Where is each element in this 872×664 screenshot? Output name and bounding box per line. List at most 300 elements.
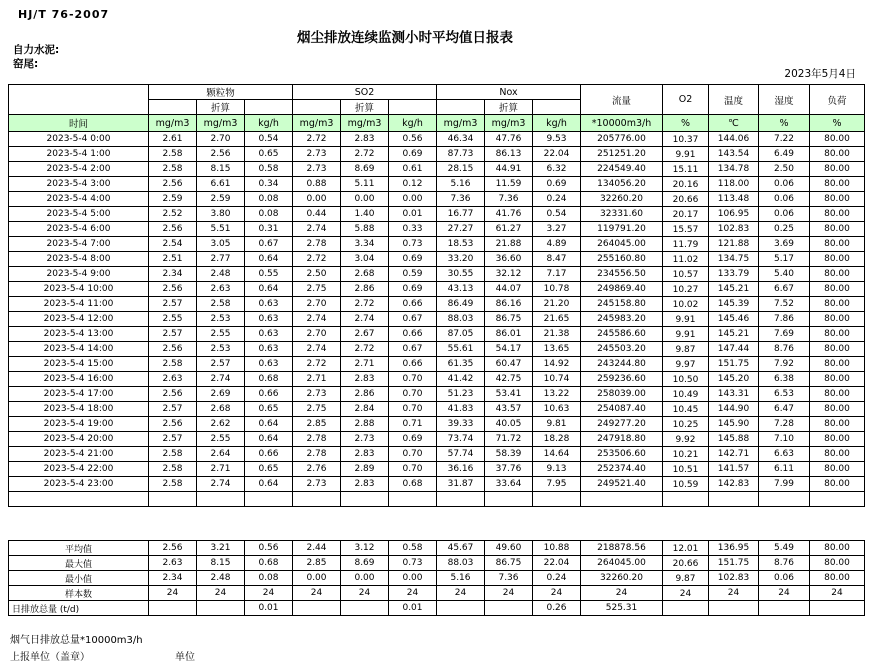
cell-value: 20.66 <box>663 556 709 571</box>
cell-value: 80.00 <box>810 267 865 282</box>
cell-value: 87.73 <box>437 147 485 162</box>
cell-value: 61.27 <box>485 222 533 237</box>
unit-cell: % <box>663 115 709 132</box>
cell-value: 0.31 <box>245 222 293 237</box>
cell-value: 134.75 <box>709 252 759 267</box>
cell-value: 0.64 <box>245 417 293 432</box>
cell-value: 2.83 <box>341 372 389 387</box>
cell-value: 43.57 <box>485 402 533 417</box>
cell-value: 0.64 <box>245 432 293 447</box>
cell-value: 80.00 <box>810 237 865 252</box>
cell-value: 88.03 <box>437 556 485 571</box>
cell-value: 10.37 <box>663 132 709 147</box>
cell-value: 51.23 <box>437 387 485 402</box>
corner-cell <box>9 85 149 115</box>
empty-cell <box>9 492 149 507</box>
cell-value: 86.75 <box>485 312 533 327</box>
cell-value: 37.76 <box>485 462 533 477</box>
cell-value: 525.31 <box>581 601 663 616</box>
cell-value: 7.22 <box>759 132 810 147</box>
cell-value: 8.76 <box>759 556 810 571</box>
empty-cell <box>293 492 341 507</box>
group-temperature: 温度 <box>709 85 759 115</box>
cell-value: 22.04 <box>533 147 581 162</box>
cell-value: 0.68 <box>245 372 293 387</box>
cell-value: 264045.00 <box>581 237 663 252</box>
cell-value: 2.84 <box>341 402 389 417</box>
cell-value <box>341 601 389 616</box>
cell-time: 2023-5-4 0:00 <box>9 132 149 147</box>
cell-value: 2.58 <box>197 297 245 312</box>
cell-value: 80.00 <box>810 282 865 297</box>
cell-value: 44.07 <box>485 282 533 297</box>
cell-value: 9.91 <box>663 327 709 342</box>
cell-value: 0.69 <box>389 282 437 297</box>
cell-value: 0.64 <box>245 282 293 297</box>
cell-value <box>810 601 865 616</box>
cell-value: 2.44 <box>293 541 341 556</box>
standard-code: HJ/T 76-2007 <box>18 8 110 21</box>
cell-value: 0.67 <box>389 312 437 327</box>
cell-value: 0.73 <box>389 237 437 252</box>
cell-value: 7.17 <box>533 267 581 282</box>
cell-value: 0.08 <box>245 192 293 207</box>
cell-value: 247918.80 <box>581 432 663 447</box>
cell-value: 86.16 <box>485 297 533 312</box>
unit-cell: *10000m3/h <box>581 115 663 132</box>
summary-row <box>9 541 865 556</box>
cell-value: 46.34 <box>437 132 485 147</box>
cell-value: 0.88 <box>293 177 341 192</box>
cell-value: 24 <box>581 586 663 601</box>
cell-value: 86.13 <box>485 147 533 162</box>
cell-time: 2023-5-4 15:00 <box>9 357 149 372</box>
cell-value: 0.34 <box>245 177 293 192</box>
cell-value: 80.00 <box>810 417 865 432</box>
cell-value: 21.65 <box>533 312 581 327</box>
cell-value: 36.60 <box>485 252 533 267</box>
cell-value: 3.05 <box>197 237 245 252</box>
cell-value: 2.83 <box>341 132 389 147</box>
cell-value: 2.70 <box>293 297 341 312</box>
cell-value: 2.56 <box>149 387 197 402</box>
cell-time: 2023-5-4 5:00 <box>9 207 149 222</box>
cell-value: 245586.60 <box>581 327 663 342</box>
cell-value: 7.36 <box>485 192 533 207</box>
cell-value: 5.17 <box>759 252 810 267</box>
cell-value: 60.47 <box>485 357 533 372</box>
cell-label: 最大值 <box>9 556 149 571</box>
cell-value: 20.16 <box>663 177 709 192</box>
cell-label: 样本数 <box>9 586 149 601</box>
cell-value: 6.49 <box>759 147 810 162</box>
cell-value: 55.61 <box>437 342 485 357</box>
cell-value: 145.88 <box>709 432 759 447</box>
cell-value: 86.49 <box>437 297 485 312</box>
cell-value <box>759 601 810 616</box>
cell-value: 2.51 <box>149 252 197 267</box>
cell-value: 2.74 <box>293 312 341 327</box>
cell-value: 142.83 <box>709 477 759 492</box>
cell-value: 31.87 <box>437 477 485 492</box>
group-load: 负荷 <box>810 85 865 115</box>
cell-value: 2.55 <box>149 312 197 327</box>
cell-value: 2.34 <box>149 267 197 282</box>
cell-time: 2023-5-4 1:00 <box>9 147 149 162</box>
cell-value: 73.74 <box>437 432 485 447</box>
cell-value: 10.02 <box>663 297 709 312</box>
cell-value: 0.66 <box>245 387 293 402</box>
cell-value: 80.00 <box>810 462 865 477</box>
cell-value: 121.88 <box>709 237 759 252</box>
cell-value: 2.57 <box>149 327 197 342</box>
cell-value: 9.97 <box>663 357 709 372</box>
cell-time: 2023-5-4 23:00 <box>9 477 149 492</box>
table-row <box>9 207 865 222</box>
cell-value: 218878.56 <box>581 541 663 556</box>
cell-value: 10.27 <box>663 282 709 297</box>
cell-value: 0.64 <box>245 477 293 492</box>
cell-value: 6.67 <box>759 282 810 297</box>
cell-value: 2.52 <box>149 207 197 222</box>
cell-value: 7.99 <box>759 477 810 492</box>
empty-cell <box>341 492 389 507</box>
cell-value: 2.69 <box>197 387 245 402</box>
cell-value: 44.91 <box>485 162 533 177</box>
cell-time: 2023-5-4 21:00 <box>9 447 149 462</box>
cell-value <box>293 601 341 616</box>
empty-cell <box>533 492 581 507</box>
cell-value: 6.47 <box>759 402 810 417</box>
cell-value: 80.00 <box>810 357 865 372</box>
cell-value: 80.00 <box>810 387 865 402</box>
cell-value: 2.56 <box>149 417 197 432</box>
cell-value: 3.12 <box>341 541 389 556</box>
subheader-converted: 折算 <box>197 100 245 115</box>
cell-value: 0.00 <box>341 192 389 207</box>
cell-value: 0.00 <box>389 571 437 586</box>
table-row <box>9 417 865 432</box>
cell-time: 2023-5-4 22:00 <box>9 462 149 477</box>
cell-time: 2023-5-4 20:00 <box>9 432 149 447</box>
table-row <box>9 372 865 387</box>
cell-value: 102.83 <box>709 571 759 586</box>
empty-cell <box>663 492 709 507</box>
cell-value: 2.85 <box>293 556 341 571</box>
cell-value: 47.76 <box>485 132 533 147</box>
cell-value: 80.00 <box>810 147 865 162</box>
cell-value: 0.67 <box>245 237 293 252</box>
cell-value: 9.91 <box>663 312 709 327</box>
cell-value: 0.66 <box>389 357 437 372</box>
cell-value: 10.51 <box>663 462 709 477</box>
table-row <box>9 132 865 147</box>
cell-value: 2.83 <box>341 477 389 492</box>
cell-value: 2.70 <box>293 327 341 342</box>
cell-value: 2.86 <box>341 282 389 297</box>
cell-label: 日排放总量 (t/d) <box>9 601 149 616</box>
cell-value: 3.80 <box>197 207 245 222</box>
cell-value: 0.63 <box>245 357 293 372</box>
group-flow: 流量 <box>581 85 663 115</box>
cell-value: 243244.80 <box>581 357 663 372</box>
cell-value: 145.39 <box>709 297 759 312</box>
cell-value: 87.05 <box>437 327 485 342</box>
cell-value: 2.72 <box>341 297 389 312</box>
cell-value: 134056.20 <box>581 177 663 192</box>
cell-value: 5.51 <box>197 222 245 237</box>
unit-cell: mg/m3 <box>197 115 245 132</box>
summary-row <box>9 586 865 601</box>
cell-value: 2.83 <box>341 447 389 462</box>
cell-value: 6.61 <box>197 177 245 192</box>
cell-value: 80.00 <box>810 297 865 312</box>
cell-value: 0.24 <box>533 192 581 207</box>
cell-value: 0.06 <box>759 207 810 222</box>
cell-value: 3.34 <box>341 237 389 252</box>
cell-value: 9.87 <box>663 571 709 586</box>
cell-value: 0.44 <box>293 207 341 222</box>
empty-cell <box>759 492 810 507</box>
page-title: 烟尘排放连续监测小时平均值日报表 <box>297 30 513 46</box>
cell-value: 6.11 <box>759 462 810 477</box>
cell-value: 141.57 <box>709 462 759 477</box>
cell-value: 7.10 <box>759 432 810 447</box>
group-humidity: 湿度 <box>759 85 810 115</box>
cell-value: 144.90 <box>709 402 759 417</box>
cell-value: 145.90 <box>709 417 759 432</box>
cell-value: 2.71 <box>341 357 389 372</box>
empty-cell <box>197 492 245 507</box>
table-row <box>9 327 865 342</box>
cell-value: 145.46 <box>709 312 759 327</box>
unit-cell: mg/m3 <box>485 115 533 132</box>
cell-value: 0.56 <box>389 132 437 147</box>
cell-value: 10.88 <box>533 541 581 556</box>
cell-value: 24 <box>709 586 759 601</box>
cell-value <box>709 601 759 616</box>
cell-value: 13.65 <box>533 342 581 357</box>
cell-value: 2.73 <box>293 477 341 492</box>
cell-value: 7.36 <box>437 192 485 207</box>
cell-value: 61.35 <box>437 357 485 372</box>
cell-value: 245158.80 <box>581 297 663 312</box>
cell-value: 2.56 <box>149 541 197 556</box>
cell-value: 0.68 <box>245 556 293 571</box>
group-o2: O2 <box>663 85 709 115</box>
empty-cell <box>437 492 485 507</box>
cell-value: 252374.40 <box>581 462 663 477</box>
cell-value: 15.11 <box>663 162 709 177</box>
cell-time: 2023-5-4 17:00 <box>9 387 149 402</box>
cell-value: 80.00 <box>810 312 865 327</box>
cell-value: 0.70 <box>389 402 437 417</box>
company-name: 自力水泥: <box>13 44 60 56</box>
cell-value: 0.61 <box>389 162 437 177</box>
cell-value: 143.54 <box>709 147 759 162</box>
cell-value: 2.67 <box>341 327 389 342</box>
table-row <box>9 402 865 417</box>
cell-value: 249277.20 <box>581 417 663 432</box>
cell-value: 27.27 <box>437 222 485 237</box>
cell-value: 2.55 <box>197 432 245 447</box>
cell-value: 5.88 <box>341 222 389 237</box>
cell-value: 0.67 <box>389 342 437 357</box>
cell-value: 136.95 <box>709 541 759 556</box>
cell-value: 2.48 <box>197 267 245 282</box>
cell-value: 249869.40 <box>581 282 663 297</box>
cell-value: 245983.20 <box>581 312 663 327</box>
cell-value: 259236.60 <box>581 372 663 387</box>
cell-time: 2023-5-4 9:00 <box>9 267 149 282</box>
cell-value: 7.28 <box>759 417 810 432</box>
cell-value: 20.17 <box>663 207 709 222</box>
cell-value: 2.74 <box>293 222 341 237</box>
group-nox: Nox <box>437 85 581 100</box>
table-row <box>9 192 865 207</box>
cell-value: 24 <box>437 586 485 601</box>
cell-value: 9.81 <box>533 417 581 432</box>
cell-value: 2.61 <box>149 132 197 147</box>
cell-value: 10.50 <box>663 372 709 387</box>
cell-value: 2.34 <box>149 571 197 586</box>
cell-value: 2.53 <box>197 342 245 357</box>
subheader-cell <box>437 100 485 115</box>
cell-value: 0.65 <box>245 402 293 417</box>
cell-value: 7.86 <box>759 312 810 327</box>
cell-value: 0.25 <box>759 222 810 237</box>
unit-cell: % <box>759 115 810 132</box>
cell-value: 24 <box>197 586 245 601</box>
cell-value: 80.00 <box>810 447 865 462</box>
cell-value: 2.58 <box>149 462 197 477</box>
cell-value: 14.92 <box>533 357 581 372</box>
cell-value: 0.54 <box>245 132 293 147</box>
cell-time: 2023-5-4 6:00 <box>9 222 149 237</box>
cell-value: 32260.20 <box>581 192 663 207</box>
cell-value: 2.72 <box>341 342 389 357</box>
cell-value: 33.20 <box>437 252 485 267</box>
cell-value: 2.55 <box>197 327 245 342</box>
cell-value: 249521.40 <box>581 477 663 492</box>
cell-value: 54.17 <box>485 342 533 357</box>
empty-cell <box>149 492 197 507</box>
cell-value: 2.74 <box>341 312 389 327</box>
cell-value: 2.58 <box>149 447 197 462</box>
cell-value: 0.63 <box>245 297 293 312</box>
cell-value: 0.58 <box>245 162 293 177</box>
cell-value: 145.20 <box>709 372 759 387</box>
cell-value: 11.02 <box>663 252 709 267</box>
cell-value: 0.01 <box>389 601 437 616</box>
cell-value: 245503.20 <box>581 342 663 357</box>
cell-value: 2.62 <box>197 417 245 432</box>
cell-value: 2.71 <box>293 372 341 387</box>
subheader-cell <box>245 100 293 115</box>
cell-value: 0.33 <box>389 222 437 237</box>
table-row <box>9 312 865 327</box>
summary-row <box>9 571 865 586</box>
empty-cell <box>485 492 533 507</box>
summary-row <box>9 556 865 571</box>
cell-value: 2.48 <box>197 571 245 586</box>
cell-value: 41.42 <box>437 372 485 387</box>
cell-value: 2.73 <box>341 432 389 447</box>
cell-time: 2023-5-4 2:00 <box>9 162 149 177</box>
cell-time: 2023-5-4 10:00 <box>9 282 149 297</box>
cell-value: 80.00 <box>810 177 865 192</box>
cell-value: 80.00 <box>810 541 865 556</box>
cell-value <box>663 601 709 616</box>
cell-value: 24 <box>341 586 389 601</box>
cell-value: 0.65 <box>245 147 293 162</box>
cell-value: 45.67 <box>437 541 485 556</box>
empty-cell <box>581 492 663 507</box>
cell-value: 10.21 <box>663 447 709 462</box>
cell-value: 0.70 <box>389 372 437 387</box>
cell-value: 10.45 <box>663 402 709 417</box>
cell-value: 133.79 <box>709 267 759 282</box>
cell-value: 36.16 <box>437 462 485 477</box>
cell-value: 2.63 <box>149 556 197 571</box>
cell-value: 147.44 <box>709 342 759 357</box>
cell-value: 2.56 <box>149 222 197 237</box>
cell-value: 234556.50 <box>581 267 663 282</box>
cell-value: 205776.00 <box>581 132 663 147</box>
table-row <box>9 462 865 477</box>
cell-value: 8.15 <box>197 162 245 177</box>
cell-value: 15.57 <box>663 222 709 237</box>
table-row <box>9 147 865 162</box>
cell-value: 7.95 <box>533 477 581 492</box>
cell-value: 2.89 <box>341 462 389 477</box>
cell-value: 1.40 <box>341 207 389 222</box>
cell-value: 0.63 <box>245 312 293 327</box>
cell-time: 2023-5-4 12:00 <box>9 312 149 327</box>
cell-value: 0.69 <box>389 252 437 267</box>
cell-value: 2.76 <box>293 462 341 477</box>
unit-cell: mg/m3 <box>341 115 389 132</box>
cell-value: 2.85 <box>293 417 341 432</box>
cell-value: 10.74 <box>533 372 581 387</box>
cell-value: 0.00 <box>293 571 341 586</box>
cell-value: 2.75 <box>293 282 341 297</box>
cell-value: 2.73 <box>293 162 341 177</box>
cell-value: 21.38 <box>533 327 581 342</box>
cell-value: 0.65 <box>245 462 293 477</box>
group-so2: SO2 <box>293 85 437 100</box>
cell-value: 264045.00 <box>581 556 663 571</box>
cell-value: 145.21 <box>709 282 759 297</box>
cell-value: 2.58 <box>149 147 197 162</box>
cell-value: 145.21 <box>709 327 759 342</box>
cell-value: 253506.60 <box>581 447 663 462</box>
cell-value: 142.71 <box>709 447 759 462</box>
cell-value: 118.00 <box>709 177 759 192</box>
cell-value: 144.06 <box>709 132 759 147</box>
cell-time: 2023-5-4 11:00 <box>9 297 149 312</box>
empty-row <box>9 492 865 507</box>
cell-value: 2.50 <box>759 162 810 177</box>
subheader-converted: 折算 <box>485 100 533 115</box>
cell-value: 71.72 <box>485 432 533 447</box>
cell-value: 24 <box>663 586 709 601</box>
cell-value: 57.74 <box>437 447 485 462</box>
cell-value: 43.13 <box>437 282 485 297</box>
cell-value: 0.69 <box>533 177 581 192</box>
subheader-cell <box>533 100 581 115</box>
main-table <box>8 84 865 507</box>
